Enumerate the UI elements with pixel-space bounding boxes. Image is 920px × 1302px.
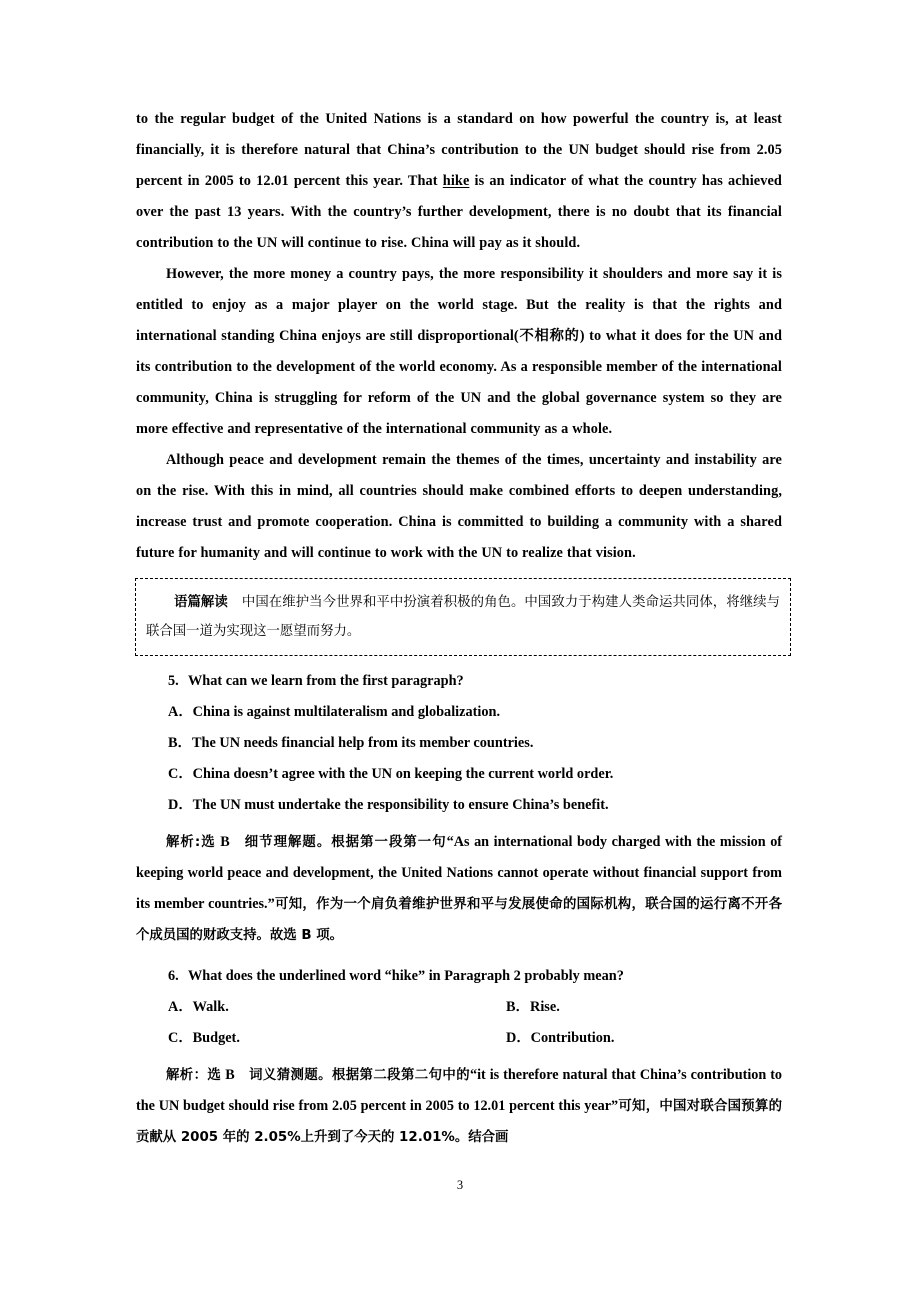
- question-6-stem: [168, 961, 782, 992]
- passage-paragraph-1-continued: [136, 104, 782, 259]
- question-6-option-d[interactable]: [506, 1023, 782, 1054]
- explanation-choose-word: 选: [207, 1068, 222, 1083]
- option-a-text: Walk.: [192, 999, 229, 1015]
- option-d-label: D．: [168, 797, 193, 813]
- underlined-word-hike: hike: [442, 173, 470, 189]
- explanation-choose-word: 选: [200, 835, 216, 850]
- passage-paragraph-3: Although peace and development remain the themes of the times, uncertainty and instability are on the rise. With this in mind, all countries should make combined efforts to deepen understanding, increase trust and promote cooperation. China is committed to building a community with a shared future for humanity and will continue to work with the UN to realize that vision.: [136, 452, 782, 561]
- passage-interpretation-box: [135, 578, 791, 656]
- note-label: 语篇解读: [174, 595, 228, 610]
- question-5-block: [136, 666, 782, 951]
- question-5-option-c[interactable]: [168, 759, 782, 790]
- question-5-option-b[interactable]: [168, 728, 782, 759]
- note-body-text: 中国在维护当今世界和平中扮演着积极的角色。中国致力于构建人类命运共同体，将继续与联合国一道为实现这一愿望而努力。: [146, 595, 781, 639]
- option-b-text: Rise.: [530, 999, 560, 1015]
- option-b-text: The UN needs financial help from its member countries.: [192, 735, 534, 751]
- explanation-quote: “As an international body charged with the mission of keeping world peace and development, the United Nations cannot operate without financial support from its member countries.”: [136, 834, 783, 912]
- explanation-quote: “it is therefore natural that China’s contribution to the UN budget should rise from 2.05 percent in 2005 to 12.01 percent this year”: [136, 1067, 783, 1114]
- question-6-explanation: [136, 1060, 782, 1153]
- question-6-option-row-1: [168, 992, 782, 1023]
- explanation-question-type: 词义猜测题。: [248, 1068, 332, 1083]
- question-5-stem: [168, 666, 782, 697]
- page-content: [136, 104, 782, 1153]
- question-6-block: [136, 961, 782, 1153]
- passage-paragraph-2: However, the more money a country pays, the more responsibility it shoulders and more say it is entitled to enjoy as a major player on the world stage. But the reality is that the rights and international standing China enjoys are still disproportional(不相称的) to what it does for the UN and its contribution to the development of the world economy. As a responsible member of the international community, China is struggling for reform of the UN and the global governance system so they are more effective and representative of the international community as a whole.: [136, 266, 782, 437]
- note-paragraph: [146, 588, 780, 646]
- explanation-lead-in: 根据第二段第二句中的: [331, 1068, 471, 1083]
- question-6-stem-text: What does the underlined word “hike” in Paragraph 2 probably mean?: [188, 968, 624, 984]
- question-5-option-d[interactable]: [168, 790, 782, 821]
- question-5-stem-text: What can we learn from the first paragraph?: [188, 673, 464, 689]
- option-a-text: China is against multilateralism and globalization.: [192, 704, 501, 720]
- explanation-question-type: 细节理解题。: [243, 835, 332, 850]
- question-5-number: 5.: [168, 673, 179, 689]
- explanation-conclusion: 可知，中国对联合国预算的贡献从 2005 年的 2.05%上升到了今天的 12.01%。结合画: [136, 1099, 782, 1145]
- option-c-label: C．: [168, 766, 193, 782]
- question-6-option-b[interactable]: [506, 992, 782, 1023]
- option-d-label: D．: [506, 1030, 531, 1046]
- option-c-text: Budget.: [192, 1030, 240, 1046]
- question-6-option-row-2: [168, 1023, 782, 1054]
- option-a-label: A．: [168, 999, 193, 1015]
- explanation-label: 解析：: [166, 1068, 208, 1083]
- option-b-label: B．: [506, 999, 530, 1015]
- question-6-option-a[interactable]: [168, 992, 506, 1023]
- explanation-answer-letter: B: [220, 834, 230, 850]
- option-c-label: C．: [168, 1030, 193, 1046]
- paragraph-1-text-after-hike: is an indicator of what the country has achieved over the past 13 years. With the country’s further development, there is no doubt that its financial contribution to the UN will continue to rise. China will pay as it should.: [136, 173, 782, 251]
- option-d-text: The UN must undertake the responsibility to ensure China’s benefit.: [192, 797, 609, 813]
- explanation-label: 解析:: [166, 835, 201, 850]
- option-c-text: China doesn’t agree with the UN on keeping the current world order.: [192, 766, 614, 782]
- option-d-text: Contribution.: [530, 1030, 615, 1046]
- option-b-label: B．: [168, 735, 192, 751]
- explanation-lead-in: 根据第一段第一句: [331, 835, 447, 850]
- explanation-conclusion: 可知，作为一个肩负着维护世界和平与发展使命的国际机构，联合国的运行离不开各个成员国的财政支持。故选 B 项。: [136, 897, 782, 943]
- option-a-label: A．: [168, 704, 193, 720]
- question-6-option-c[interactable]: [168, 1023, 506, 1054]
- page-number: 3: [456, 1178, 464, 1192]
- paragraph-1-text-before-hike: to the regular budget of the United Nations is a standard on how powerful the country is, at least financially, it is therefore natural that China’s contribution to the UN budget should rise from 2.05 percent in 2005 to 12.01 percent this year. That: [136, 111, 782, 189]
- question-5-explanation: [136, 827, 782, 951]
- question-5-option-a[interactable]: [168, 697, 782, 728]
- explanation-answer-letter: B: [225, 1067, 235, 1083]
- question-6-number: 6.: [168, 968, 179, 984]
